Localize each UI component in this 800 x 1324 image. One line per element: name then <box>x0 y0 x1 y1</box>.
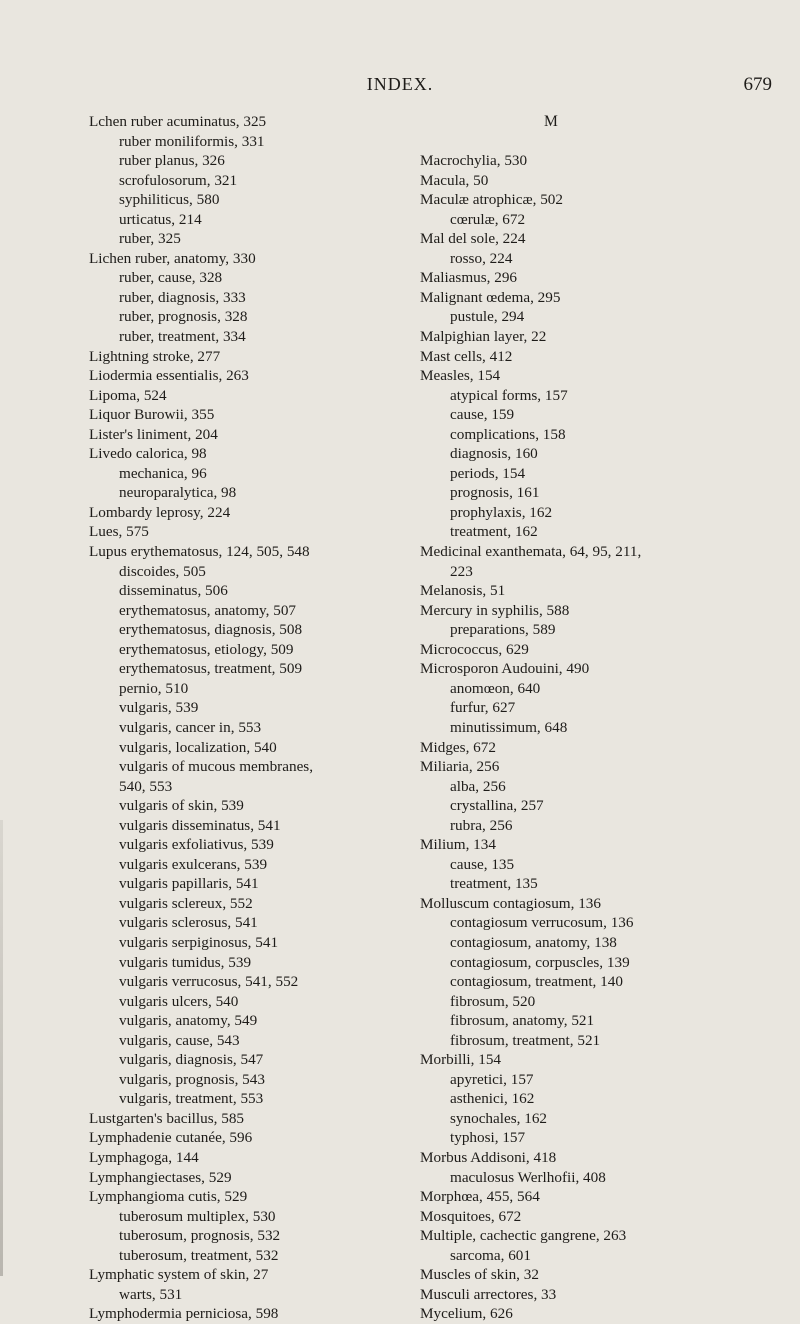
index-entry: Lustgarten's bacillus, 585 <box>89 1109 245 1127</box>
index-subentry: atypical forms, 157 <box>450 386 568 404</box>
index-entry: Lymphangiectases, 529 <box>89 1168 232 1186</box>
index-subentry: fibrosum, 520 <box>450 992 536 1010</box>
index-entry: Melanosis, 51 <box>420 582 506 600</box>
index-subentry: tuberosum multiplex, 530 <box>119 1207 276 1225</box>
index-entry: Miliaria, 256 <box>420 758 500 776</box>
index-subentry: maculosus Werlhofii, 408 <box>450 1168 606 1186</box>
index-subentry: ruber, prognosis, 328 <box>119 308 248 326</box>
index-entry: Morbilli, 154 <box>420 1051 502 1069</box>
index-subentry: urticatus, 214 <box>119 210 202 228</box>
index-entry: Musculi arrectores, 33 <box>420 1285 557 1303</box>
index-subentry: vulgaris serpiginosus, 541 <box>119 933 279 951</box>
index-subentry: furfur, 627 <box>450 699 516 717</box>
index-subentry: minutissimum, 648 <box>450 718 568 736</box>
index-subentry: pustule, 294 <box>450 308 525 326</box>
index-entries-m <box>420 151 780 1324</box>
index-entry: Lymphadenie cutanée, 596 <box>89 1129 253 1147</box>
index-subentry: complications, 158 <box>450 425 566 443</box>
index-subentry: tuberosum, prognosis, 532 <box>119 1227 281 1245</box>
index-entry: Liodermia essentialis, 263 <box>89 367 249 385</box>
index-subentry: vulgaris sclereux, 552 <box>119 894 253 912</box>
index-entry: Lchen ruber acuminatus, 325 <box>89 113 267 130</box>
index-subentry: contagiosum, anatomy, 138 <box>450 933 617 951</box>
index-entry: Lymphangioma cutis, 529 <box>89 1188 248 1206</box>
index-subentry: ruber, cause, 328 <box>119 269 223 287</box>
index-entry: Muscles of skin, 32 <box>420 1266 539 1284</box>
index-entry: Measles, 154 <box>420 367 501 385</box>
index-subentry: vulgaris disseminatus, 541 <box>119 816 281 834</box>
index-entry: Medicinal exanthemata, 64, 95, 211, <box>420 543 642 561</box>
index-entry: Lupus erythematosus, 124, 505, 548 <box>89 543 310 561</box>
index-subentry: contagiosum, corpuscles, 139 <box>450 953 630 971</box>
index-subentry: asthenici, 162 <box>450 1090 535 1108</box>
index-subentry: disseminatus, 506 <box>119 582 228 600</box>
index-entry: Molluscum contagiosum, 136 <box>420 894 601 912</box>
index-entry: Lightning stroke, 277 <box>89 347 221 365</box>
index-subentry: periods, 154 <box>450 464 526 482</box>
index-subentry: ruber, diagnosis, 333 <box>119 288 246 306</box>
index-subentry: vulgaris, cause, 543 <box>119 1031 240 1049</box>
index-subentry: 540, 553 <box>119 777 173 795</box>
index-subentry: vulgaris verrucosus, 541, 552 <box>119 973 299 991</box>
page-header <box>0 74 800 100</box>
index-subentry: tuberosum, treatment, 532 <box>119 1246 279 1264</box>
index-subentry: vulgaris of skin, 539 <box>119 797 244 815</box>
index-subentry: vulgaris, prognosis, 543 <box>119 1070 265 1088</box>
index-subentry: 223 <box>450 562 473 580</box>
index-entry: Lymphagoga, 144 <box>89 1148 199 1166</box>
index-subentry: treatment, 162 <box>450 523 538 541</box>
index-entry: Malignant œdema, 295 <box>420 288 561 306</box>
index-subentry: contagiosum, treatment, 140 <box>450 973 623 991</box>
index-subentry: sarcoma, 601 <box>450 1246 531 1264</box>
index-subentry: vulgaris exfoliativus, 539 <box>119 836 274 854</box>
index-entry: Mycelium, 626 <box>420 1305 513 1323</box>
index-entry: Lister's liniment, 204 <box>89 425 218 443</box>
section-letter: M <box>544 113 558 130</box>
index-entry: Lues, 575 <box>89 523 149 541</box>
index-subentry: prognosis, 161 <box>450 484 540 502</box>
index-subentry: vulgaris tumidus, 539 <box>119 953 252 971</box>
index-subentry: vulgaris, treatment, 553 <box>119 1090 264 1108</box>
index-subentry: cœrulæ, 672 <box>450 210 526 228</box>
index-subentry: alba, 256 <box>450 777 506 795</box>
index-entry: Milium, 134 <box>420 836 496 854</box>
index-subentry: vulgaris exulcerans, 539 <box>119 855 268 873</box>
index-column-left <box>89 112 419 1324</box>
index-subentry: crystallina, 257 <box>450 797 544 815</box>
index-subentry: vulgaris, diagnosis, 547 <box>119 1051 264 1069</box>
index-subentry: mechanica, 96 <box>119 464 207 482</box>
index-subentry: preparations, 589 <box>450 621 556 639</box>
index-subentry: erythematosus, treatment, 509 <box>119 660 303 678</box>
index-subentry: ruber, 325 <box>119 230 181 248</box>
index-subentry: rubra, 256 <box>450 816 513 834</box>
index-subentry: fibrosum, anatomy, 521 <box>450 1012 595 1030</box>
page-number: 679 <box>743 74 772 95</box>
index-subentry: fibrosum, treatment, 521 <box>450 1031 601 1049</box>
index-subentry: vulgaris sclerosus, 541 <box>119 914 258 932</box>
index-entry: Maculæ atrophicæ, 502 <box>420 191 563 209</box>
index-subentry: vulgaris, anatomy, 549 <box>119 1012 258 1030</box>
index-entry: Micrococcus, 629 <box>420 640 529 658</box>
index-entry: Morbus Addisoni, 418 <box>420 1148 557 1166</box>
index-subentry: vulgaris, cancer in, 553 <box>119 718 262 736</box>
index-entry: Lombardy leprosy, 224 <box>89 503 231 521</box>
index-entry: Morphœa, 455, 564 <box>420 1188 540 1206</box>
index-entry: Mercury in syphilis, 588 <box>420 601 570 619</box>
index-entry: Multiple, cachectic gangrene, 263 <box>420 1227 627 1245</box>
index-entry: Macrochylia, 530 <box>420 152 528 170</box>
index-entry: Mal del sole, 224 <box>420 230 526 248</box>
index-subentry: cause, 159 <box>450 406 515 424</box>
index-subentry: diagnosis, 160 <box>450 445 538 463</box>
index-column-right <box>420 112 780 1324</box>
index-subentry: syphiliticus, 580 <box>119 191 220 209</box>
index-subentry: vulgaris ulcers, 540 <box>119 992 239 1010</box>
index-subentry: erythematosus, diagnosis, 508 <box>119 621 303 639</box>
index-entry: Midges, 672 <box>420 738 496 756</box>
index-entry: Macula, 50 <box>420 171 489 189</box>
index-subentry: vulgaris of mucous membranes, <box>119 758 314 776</box>
index-subentry: anomœon, 640 <box>450 679 541 697</box>
index-subentry: scrofulosorum, 321 <box>119 171 238 189</box>
index-subentry: ruber, treatment, 334 <box>119 328 246 346</box>
index-subentry: cause, 135 <box>450 855 515 873</box>
index-subentry: prophylaxis, 162 <box>450 503 553 521</box>
index-subentry: treatment, 135 <box>450 875 538 893</box>
index-entry: Livedo calorica, 98 <box>89 445 207 463</box>
index-subentry: vulgaris, localization, 540 <box>119 738 277 756</box>
page-title: INDEX. <box>366 74 434 94</box>
index-subentry: pernio, 510 <box>119 679 189 697</box>
index-subentry: apyretici, 157 <box>450 1070 534 1088</box>
index-subentry: vulgaris, 539 <box>119 699 199 717</box>
index-subentry: erythematosus, etiology, 509 <box>119 640 294 658</box>
index-subentry: vulgaris papillaris, 541 <box>119 875 259 893</box>
index-entry: Lymphodermia perniciosa, 598 <box>89 1305 279 1323</box>
index-entry: Lichen ruber, anatomy, 330 <box>89 249 256 267</box>
index-subentry: synochales, 162 <box>450 1109 548 1127</box>
index-subentry: rosso, 224 <box>450 249 513 267</box>
section-gap <box>420 132 780 152</box>
index-subentry: ruber moniliformis, 331 <box>119 132 265 150</box>
index-entry: Mast cells, 412 <box>420 347 513 365</box>
index-entry: Lymphatic system of skin, 27 <box>89 1266 269 1284</box>
index-entry: Maliasmus, 296 <box>420 269 518 287</box>
index-entry: Liquor Burowii, 355 <box>89 406 215 424</box>
index-subentry: discoides, 505 <box>119 562 206 580</box>
index-subentry: warts, 531 <box>119 1285 183 1303</box>
index-entry: Lipoma, 524 <box>89 386 167 404</box>
index-subentry: erythematosus, anatomy, 507 <box>119 601 297 619</box>
index-entry: Malpighian layer, 22 <box>420 328 547 346</box>
index-subentry: neuroparalytica, 98 <box>119 484 237 502</box>
index-entry: Mosquitoes, 672 <box>420 1207 522 1225</box>
page-edge-shadow <box>0 820 3 1276</box>
index-subentry: ruber planus, 326 <box>119 152 225 170</box>
index-subentry: typhosi, 157 <box>450 1129 526 1147</box>
index-entry: Microsporon Audouini, 490 <box>420 660 590 678</box>
index-subentry: contagiosum verrucosum, 136 <box>450 914 634 932</box>
